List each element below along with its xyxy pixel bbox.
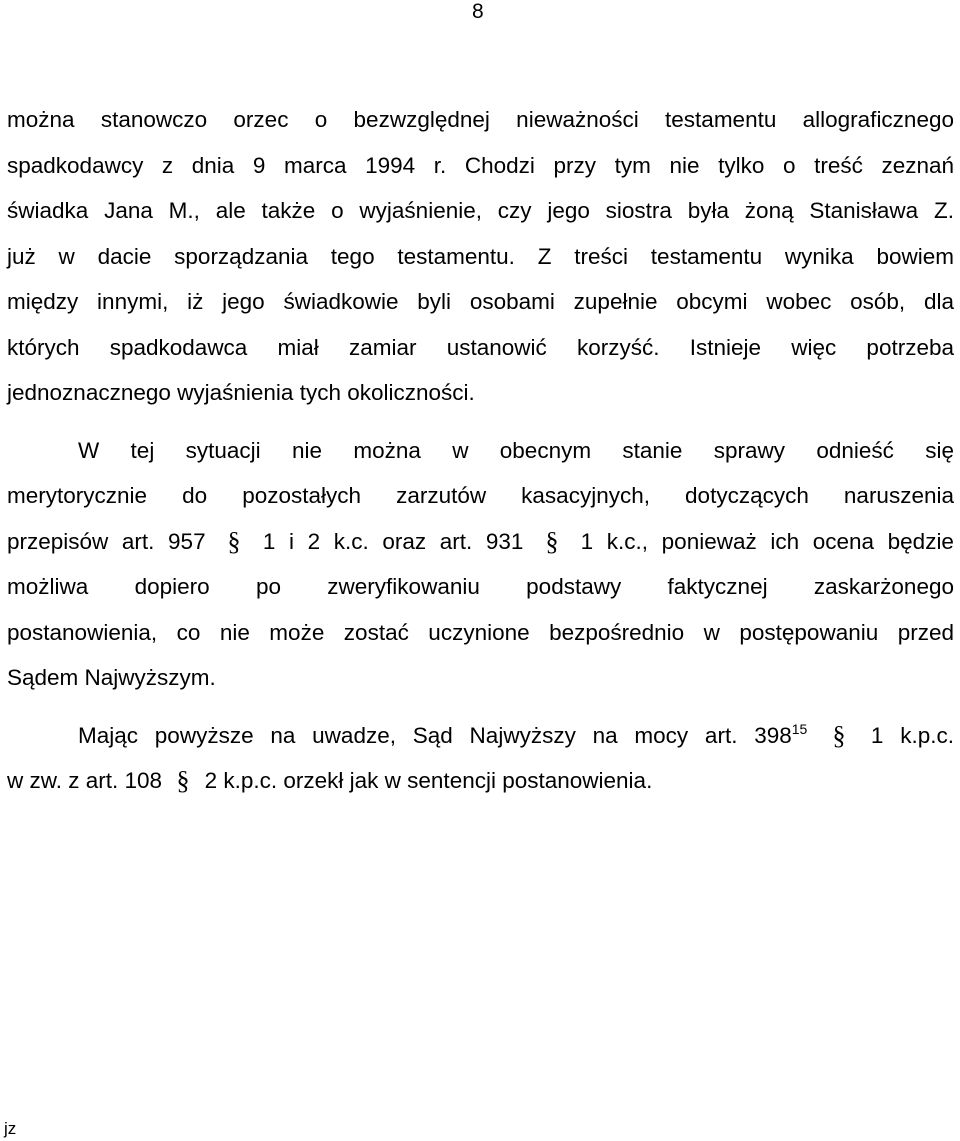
superscript: 15 bbox=[791, 720, 808, 737]
paragraph-2 bbox=[7, 428, 954, 701]
text-line: można stanowczo orzec o bezwzględnej nieważności testamentu allograficznego bbox=[7, 107, 954, 132]
text-segment: 1 i 2 k.c. oraz art. 931 bbox=[262, 528, 524, 554]
text-line: Sądem Najwyższym. bbox=[7, 665, 216, 690]
text-line: W tej sytuacji nie można w obecnym stanie sprawy odnieść się bbox=[78, 437, 954, 463]
paragraph-gap bbox=[7, 416, 954, 428]
section-sign-icon bbox=[223, 529, 245, 555]
svg-text:§: § bbox=[545, 528, 559, 555]
text-segment: 1 k.p.c. bbox=[870, 722, 954, 748]
text-line: postanowienia, co nie może zostać uczynione bezpośrednio w postępowaniu przed bbox=[7, 619, 954, 645]
document-body bbox=[7, 97, 954, 804]
svg-text:§: § bbox=[227, 528, 241, 555]
text-line bbox=[7, 758, 954, 804]
text-line: świadka Jana M., ale także o wyjaśnienie, czy jego siostra była żoną Stanisława Z. bbox=[7, 198, 954, 223]
text-segment: przepisów art. 957 bbox=[7, 528, 206, 554]
text-segment: 2 k.p.c. orzekł jak w sentencji postanowienia. bbox=[204, 768, 653, 793]
section-sign-icon bbox=[172, 768, 194, 794]
text-line bbox=[7, 519, 954, 565]
text-line bbox=[7, 713, 954, 759]
paragraph-3 bbox=[7, 713, 954, 804]
svg-text:§: § bbox=[176, 768, 190, 794]
paragraph-gap bbox=[7, 701, 954, 713]
paragraph-1 bbox=[7, 97, 954, 416]
footer-initials: jz bbox=[4, 1119, 17, 1138]
text-segment: Mając powyższe na uwadze, Sąd Najwyższy na mocy art. 398 bbox=[78, 722, 792, 748]
text-line: między innymi, iż jego świadkowie byli osobami zupełnie obcymi wobec osób, dla bbox=[7, 289, 954, 314]
text-line: jednoznacznego wyjaśnienia tych okoliczności. bbox=[7, 380, 475, 405]
text-line: których spadkodawca miał zamiar ustanowić korzyść. Istnieje więc potrzeba bbox=[7, 334, 954, 360]
text-line: spadkodawcy z dnia 9 marca 1994 r. Chodzi przy tym nie tylko o treść zeznań bbox=[7, 152, 954, 178]
section-sign-icon bbox=[541, 529, 563, 555]
text-line: możliwa dopiero po zweryfikowaniu podstawy faktycznej zaskarżonego bbox=[7, 574, 954, 599]
text-segment: w zw. z art. 108 bbox=[7, 768, 163, 793]
text-segment: 1 k.c., ponieważ ich ocena będzie bbox=[580, 528, 954, 554]
text-line: już w dacie sporządzania tego testamentu. Z treści testamentu wynika bowiem bbox=[7, 243, 954, 269]
section-sign-icon bbox=[828, 723, 850, 749]
text-line: merytorycznie do pozostałych zarzutów kasacyjnych, dotyczących naruszenia bbox=[7, 483, 954, 508]
page-number: 8 bbox=[472, 0, 484, 23]
svg-text:§: § bbox=[832, 722, 846, 749]
